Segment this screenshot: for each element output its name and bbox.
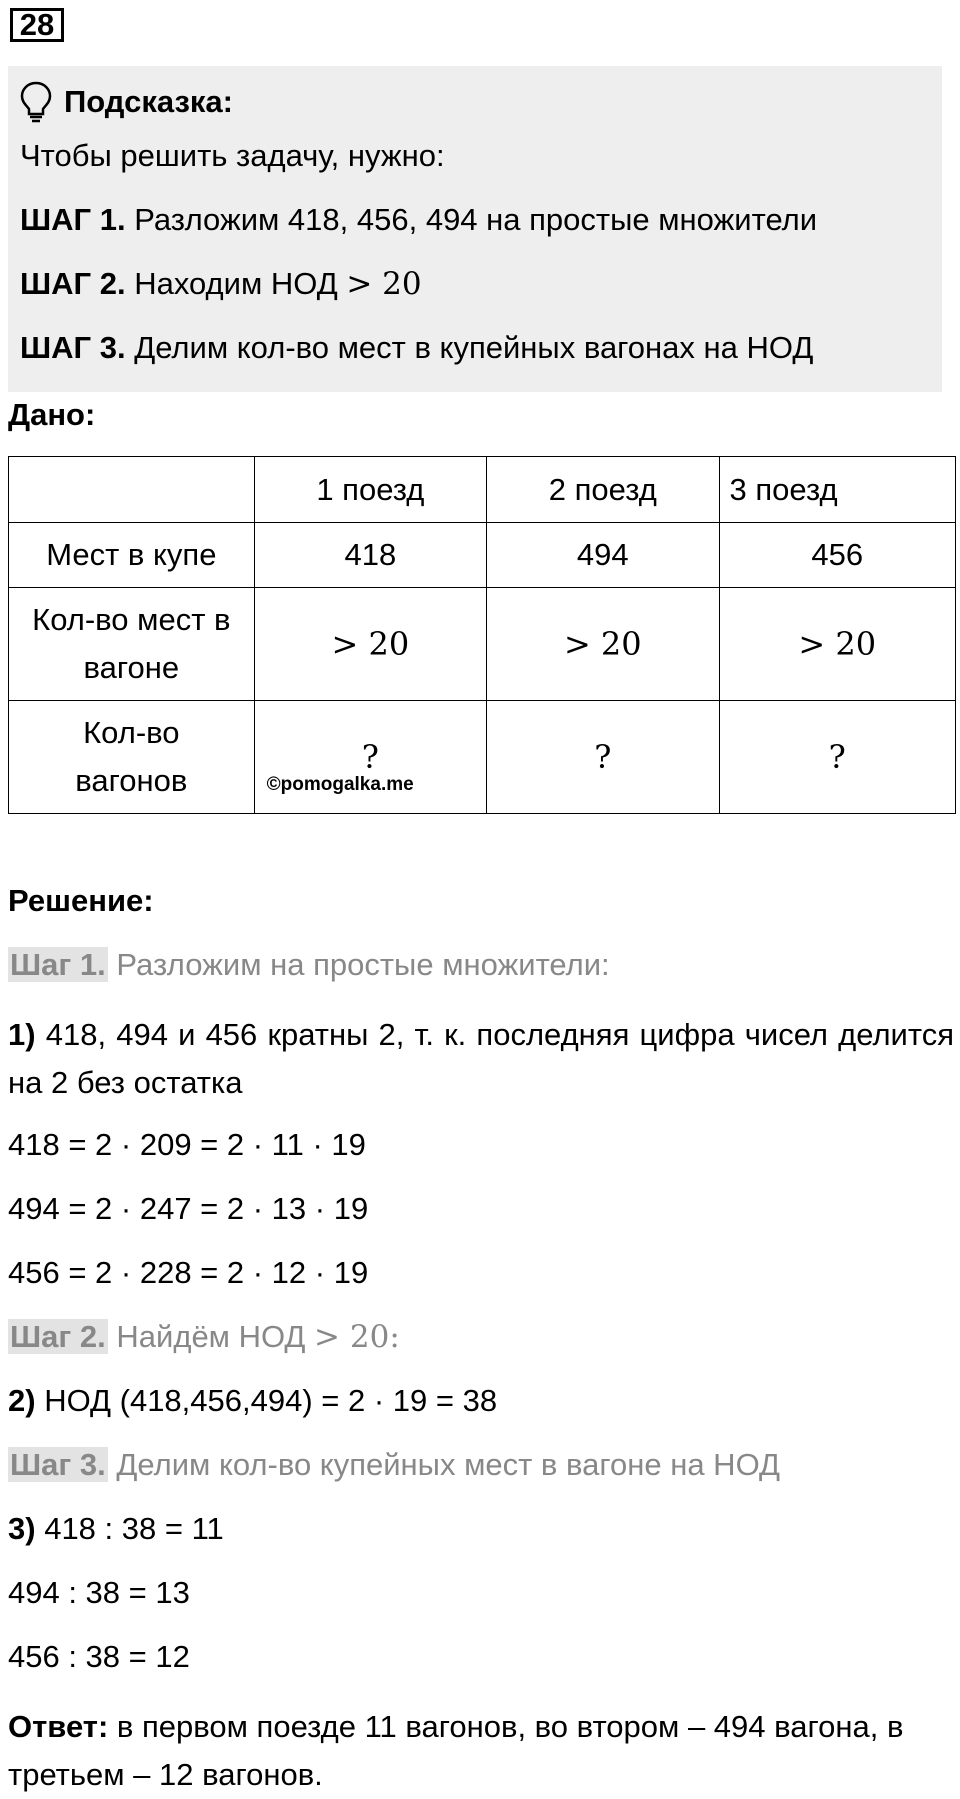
step-1-tag: Шаг 1. — [10, 947, 106, 982]
solution-step-2 — [8, 1319, 400, 1355]
hint-step-1-text: Разложим 418, 456, 494 на простые множители — [134, 202, 818, 237]
step-3-tag: Шаг 3. — [10, 1447, 106, 1482]
row-label-line: Кол-во — [83, 715, 180, 750]
table-header-empty — [9, 457, 255, 523]
lightbulb-icon — [20, 81, 52, 123]
solution-step-1 — [8, 947, 610, 983]
equation: 456 = 2 · 228 = 2 · 12 · 19 — [8, 1255, 369, 1290]
table-header-train-2: 2 поезд — [487, 457, 719, 523]
table-cell: > 20 — [719, 588, 955, 701]
table-cell: ? — [719, 701, 955, 814]
paragraph-2-text: НОД (418,456,494) = 2 · 19 = 38 — [44, 1383, 498, 1418]
hint-step-3 — [20, 330, 813, 366]
table-row — [9, 457, 956, 523]
equation: 494 : 38 = 13 — [8, 1575, 190, 1610]
paragraph-2-number: 2) — [8, 1383, 36, 1418]
row-label-line: вагоне — [83, 650, 180, 685]
unknown-value: ? — [361, 738, 379, 776]
given-label: Дано: — [8, 397, 96, 432]
row-label-cars — [9, 701, 255, 814]
hint-intro: Чтобы решить задачу, нужно: — [20, 138, 445, 173]
answer-label: Ответ: — [8, 1709, 109, 1744]
table-row — [9, 523, 956, 588]
paragraph-3-text: 418 : 38 = 11 — [44, 1511, 224, 1546]
step-2-math: > 20: — [314, 1319, 400, 1355]
paragraph-1-text: 418, 494 и 456 кратны 2, т. к. последняя цифра чисел делится на 2 без остатка — [8, 1017, 954, 1100]
solution-paragraph-1 — [8, 1011, 954, 1107]
table-cell: 418 — [254, 523, 486, 588]
solution-paragraph-2 — [8, 1383, 497, 1419]
hint-step-2-text: Находим НОД — [134, 266, 338, 301]
table-row — [9, 701, 956, 814]
solution-label: Решение: — [8, 883, 154, 918]
row-label-line: вагонов — [75, 763, 188, 798]
row-label-line: Кол-во мест в — [32, 602, 231, 637]
hint-title — [20, 78, 233, 126]
solution-step-3 — [8, 1447, 780, 1483]
given-table — [8, 456, 956, 814]
row-label-seats-per-car — [9, 588, 255, 701]
solution-paragraph-3 — [8, 1511, 224, 1547]
answer-text: в первом поезде 11 вагонов, во втором – 494 вагона, в третьем – 12 вагонов. — [8, 1709, 904, 1792]
row-label-seats: Мест в купе — [9, 523, 255, 588]
hint-step-1 — [20, 202, 817, 238]
hint-step-2 — [20, 266, 422, 302]
watermark: ©pomogalka.me — [266, 774, 414, 795]
hint-title-text: Подсказка: — [64, 84, 233, 119]
table-cell: 494 — [487, 523, 719, 588]
step-3-text: Делим кол-во купейных мест в вагоне на НОД — [116, 1447, 780, 1482]
task-number: 28 — [10, 8, 64, 42]
table-header-train-1: 1 поезд — [254, 457, 486, 523]
table-cell: ? — [487, 701, 719, 814]
hint-step-3-text: Делим кол-во мест в купейных вагонах на НОД — [134, 330, 814, 365]
paragraph-3-number: 3) — [8, 1511, 36, 1546]
step-2-text: Найдём НОД — [116, 1319, 306, 1354]
table-cell: > 20 — [254, 588, 486, 701]
equation: 456 : 38 = 12 — [8, 1639, 190, 1674]
table-cell: 456 — [719, 523, 955, 588]
table-header-train-3: 3 поезд — [719, 457, 955, 523]
step-2-tag: Шаг 2. — [10, 1319, 106, 1354]
table-row — [9, 588, 956, 701]
answer — [8, 1703, 954, 1799]
hint-box — [8, 66, 942, 392]
paragraph-1-number: 1) — [8, 1017, 36, 1052]
equation: 418 = 2 · 209 = 2 · 11 · 19 — [8, 1127, 366, 1162]
hint-step-3-label: ШАГ 3. — [20, 330, 126, 365]
hint-step-2-label: ШАГ 2. — [20, 266, 126, 301]
step-1-text: Разложим на простые множители: — [116, 947, 610, 982]
table-cell: > 20 — [487, 588, 719, 701]
table-cell — [254, 701, 486, 814]
equation: 494 = 2 · 247 = 2 · 13 · 19 — [8, 1191, 369, 1226]
hint-step-2-math: > 20 — [346, 266, 422, 302]
hint-step-1-label: ШАГ 1. — [20, 202, 126, 237]
